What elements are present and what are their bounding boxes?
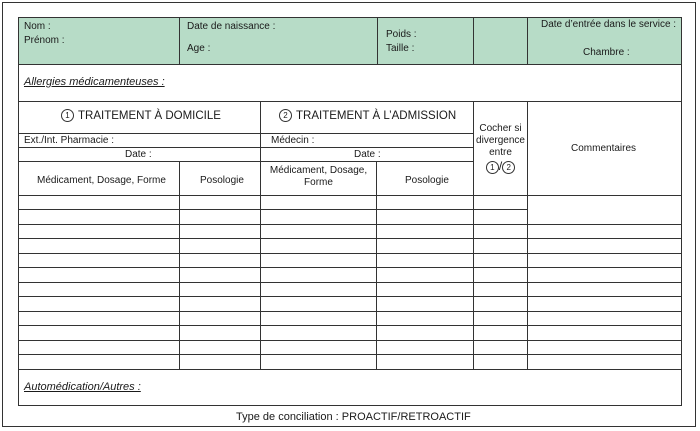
domicile-col-poso: Posologie — [200, 175, 244, 186]
admission-col-med: Médicament, Dosage, Forme — [269, 165, 368, 188]
footer-conciliation: Type de conciliation : PROACTIF/RETROACTIF — [236, 411, 471, 423]
divergence-one-icon: 1 — [486, 161, 499, 174]
admission-title-text: TRAITEMENT À L’ADMISSION — [296, 110, 457, 122]
number-two-icon: 2 — [279, 109, 292, 122]
admission-col-poso: Posologie — [405, 175, 449, 186]
domicile-col-med: Médicament, Dosage, Forme — [37, 175, 166, 186]
chambre-label: Chambre : — [583, 47, 630, 58]
allergies-label: Allergies médicamenteuses : — [24, 76, 165, 88]
admission-date-label: Date : — [354, 149, 381, 160]
divergence-line2: divergence — [476, 135, 525, 146]
divergence-two-icon: 2 — [502, 161, 515, 174]
domicile-title — [61, 109, 221, 124]
medecin-label: Médecin : — [271, 135, 315, 146]
entree-label: Date d’entrée dans le service : — [541, 19, 677, 30]
divergence-header: Cocher si divergence entre 1 / 2 — [474, 123, 527, 174]
number-one-icon: 1 — [61, 109, 74, 122]
divergence-line3: entre — [489, 147, 512, 158]
automedication-label: Automédication/Autres : — [24, 381, 141, 393]
nom-label: Nom : — [24, 21, 51, 32]
divergence-line1: Cocher si — [479, 123, 522, 134]
treatment-table — [18, 101, 682, 370]
pharmacie-label: Ext./Int. Pharmacie : — [24, 135, 115, 146]
taille-label: Taille : — [386, 43, 415, 54]
domicile-date-label: Date : — [125, 149, 152, 160]
commentaires-label: Commentaires — [571, 143, 637, 154]
domicile-title-text: TRAITEMENT À DOMICILE — [78, 110, 221, 122]
prenom-label: Prénom : — [24, 35, 65, 46]
poids-label: Poids : — [386, 29, 417, 40]
naissance-label: Date de naissance : — [187, 21, 276, 32]
admission-title — [279, 109, 456, 124]
age-label: Age : — [187, 43, 211, 54]
